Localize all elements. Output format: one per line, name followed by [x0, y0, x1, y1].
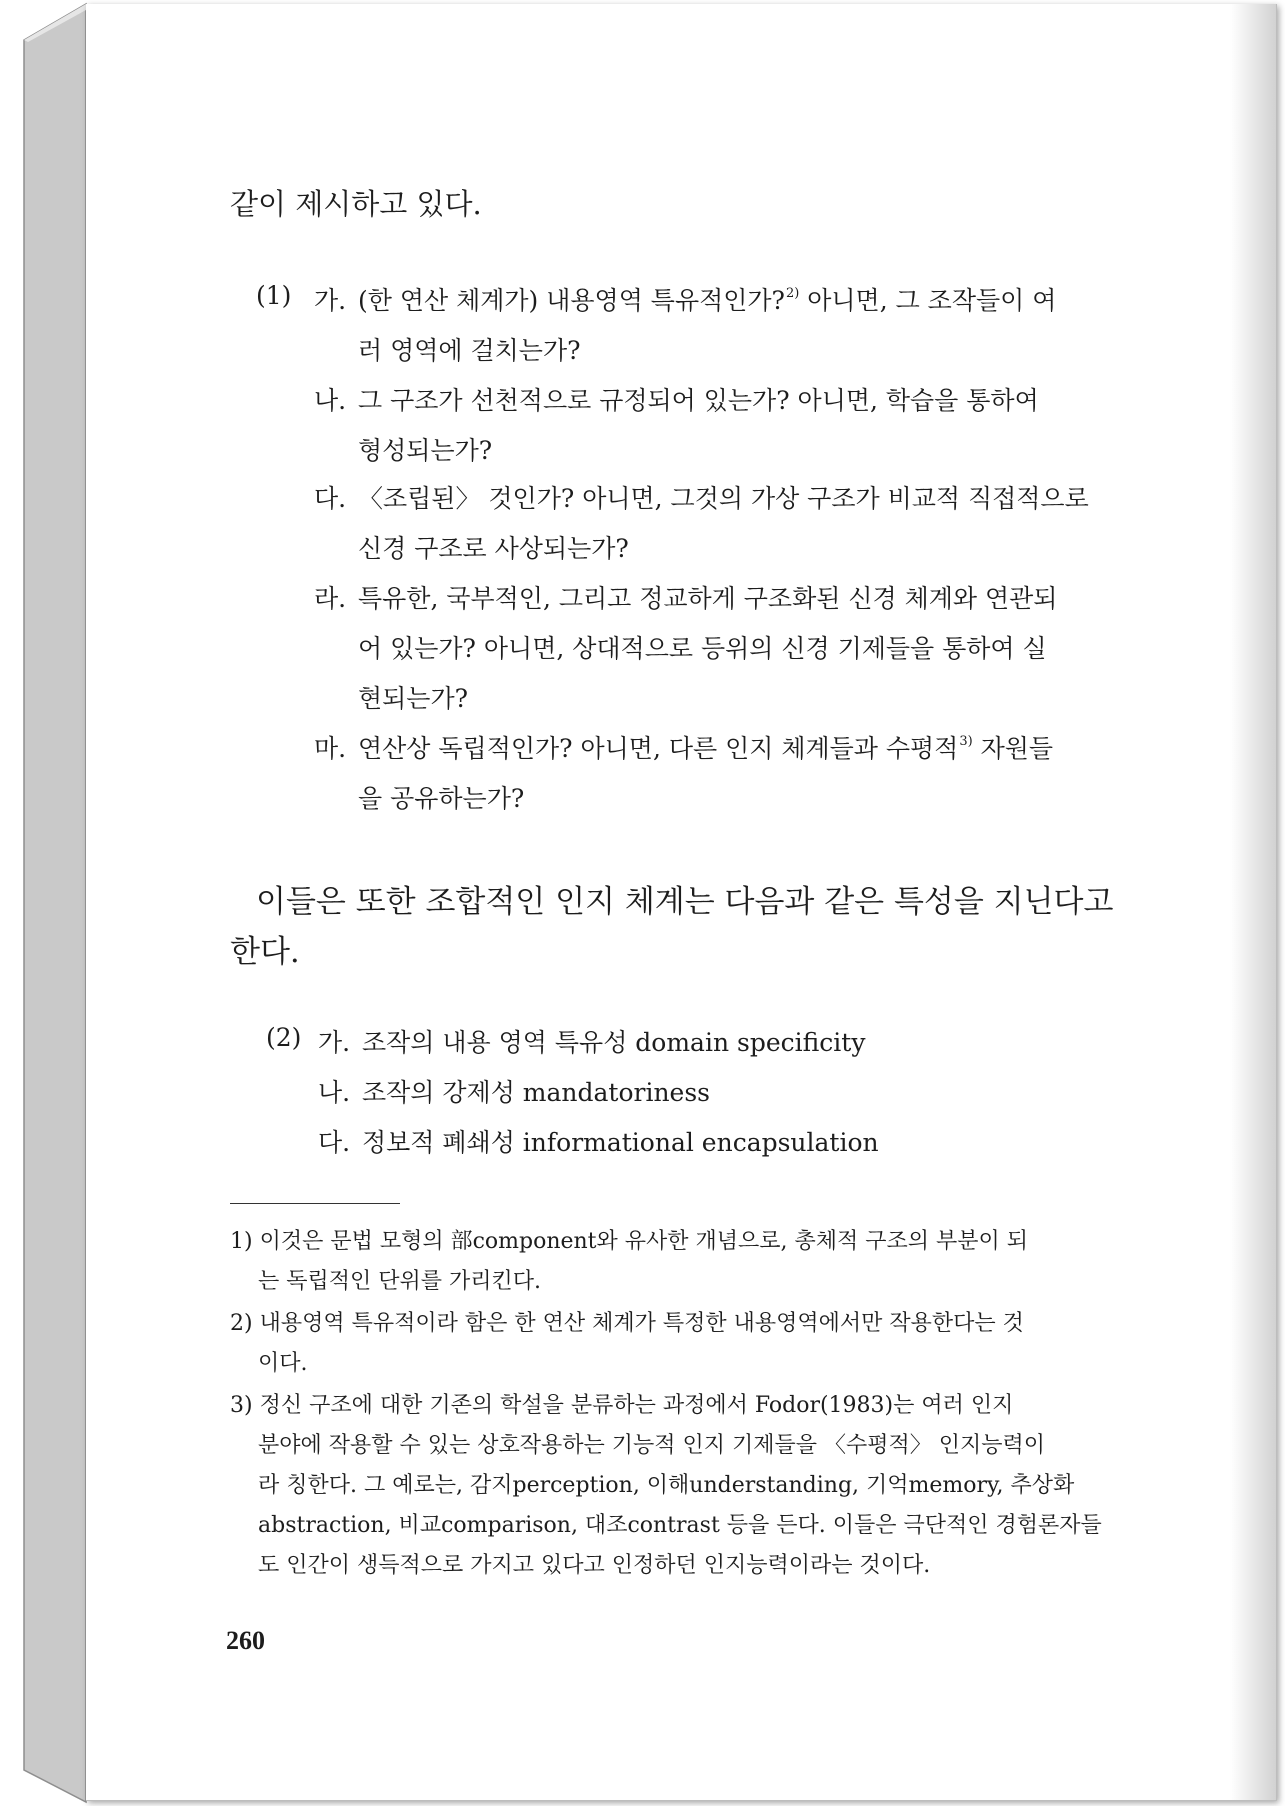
footnote-ref-2: 2) [785, 286, 800, 301]
list1-item-text: 〈조립된〉 것인가? 아니면, 그것의 가상 구조가 비교적 직접적으로 [358, 484, 1089, 513]
list1-item-marker: 라. [314, 584, 347, 613]
page-content [86, 4, 1276, 1800]
page-number: 260 [226, 1626, 265, 1655]
list1-item-text: 현되는가? [358, 684, 469, 713]
list1-item-text: 그 구조가 선천적으로 규정되어 있는가? 아니면, 학습을 통하여 [358, 386, 1039, 415]
list1-item-text: 을 공유하는가? [358, 784, 525, 813]
list1-item-text: 형성되는가? [358, 436, 493, 465]
paragraph-line: 이들은 또한 조합적인 인지 체계는 다음과 같은 특성을 지닌다고 [256, 884, 1114, 920]
paragraph-line: 한다. [230, 934, 300, 970]
footnote-ref-3: 3) [959, 734, 973, 749]
list1-item-text: (한 연산 체계가) 내용영역 특유적인가?$^{2)}$ 아니면, 그 조작들이 여 [358, 286, 1057, 315]
list1-item-marker: 마. [314, 734, 347, 763]
list1-item-marker: 나. [314, 386, 347, 415]
list2-item-text: 정보적 폐쇄성 informational encapsulation [362, 1128, 879, 1157]
footnote-line: 이다. [258, 1351, 308, 1376]
list1-item-marker: 가. [314, 286, 347, 315]
list1-item-text: 러 영역에 걸치는가? [358, 336, 581, 365]
footnote-line: abstraction, 비교comparison, 대조contrast 등을 든다. 이들은 극단적인 경험론자들 [258, 1513, 1102, 1538]
list1-item-marker: 다. [314, 484, 347, 513]
list1-item-text: 연산상 독립적인가? 아니면, 다른 인지 체계들과 수평적$^{3)}$ 자원들 [358, 734, 1054, 763]
list2-item-text: 조작의 내용 영역 특유성 domain specificity [362, 1028, 866, 1057]
list1-item-text: 어 있는가? 아니면, 상대적으로 등위의 신경 기제들을 통하여 실 [358, 634, 1047, 663]
footnote-line: 2) 내용영역 특유적이라 함은 한 연산 체계가 특정한 내용영역에서만 작용한다는 것 [230, 1311, 1024, 1336]
list2-label: (2) [266, 1023, 302, 1052]
list2-item-marker: 다. [318, 1128, 351, 1157]
footnote-line: 3) 정신 구조에 대한 기존의 학설을 분류하는 과정에서 Fodor(1983)는 여러 인지 [230, 1393, 1014, 1418]
list2-item-marker: 가. [318, 1028, 351, 1057]
list1-label: (1) [256, 281, 292, 310]
footnote-line: 는 독립적인 단위를 가리킨다. [258, 1269, 541, 1294]
footnote-line: 1) 이것은 문법 모형의 部component와 유사한 개념으로, 총체적 구조의 부분이 되 [230, 1229, 1029, 1254]
footnote-line: 분야에 작용할 수 있는 상호작용하는 기능적 인지 기제들을 〈수평적〉 인지능력이 [258, 1433, 1046, 1458]
footnote-line: 도 인간이 생득적으로 가지고 있다고 인정하던 인지능력이라는 것이다. [258, 1553, 931, 1578]
footnote-line: 라 칭한다. 그 예로는, 감지perception, 이해understanding, 기억memory, 추상화 [258, 1473, 1075, 1498]
intro-line: 같이 제시하고 있다. [230, 187, 482, 221]
list1-item-text: 신경 구조로 사상되는가? [358, 534, 629, 563]
list2-item-marker: 나. [318, 1078, 351, 1107]
footnote-rule [230, 1203, 400, 1204]
book-page [86, 4, 1277, 1801]
list1-item-text: 특유한, 국부적인, 그리고 정교하게 구조화된 신경 체계와 연관되 [358, 584, 1058, 613]
list2-item-text: 조작의 강제성 mandatoriness [362, 1078, 711, 1107]
